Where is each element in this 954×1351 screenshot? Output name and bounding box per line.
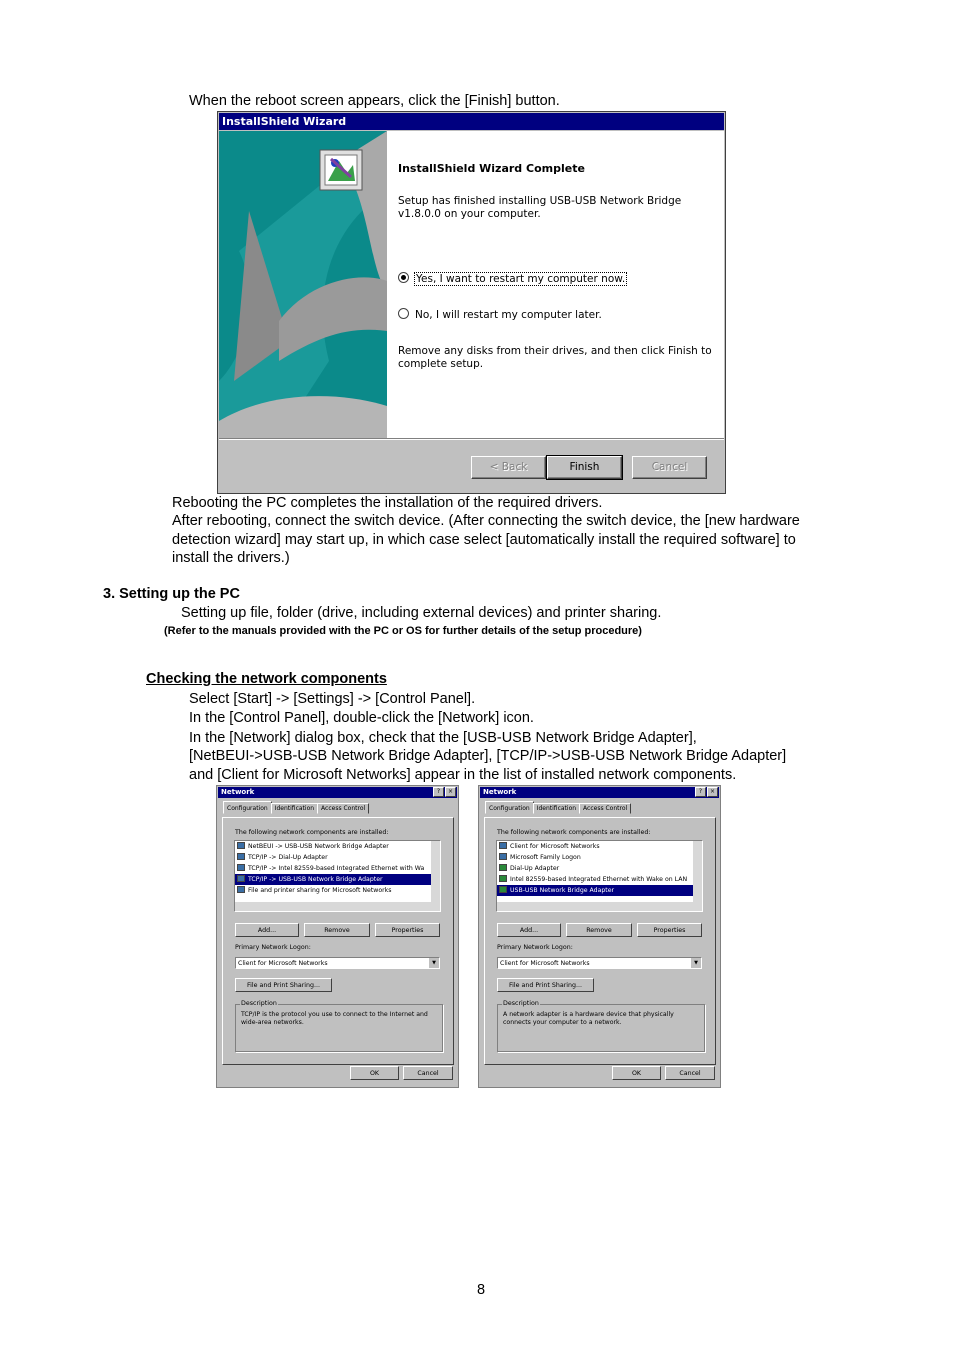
properties-button[interactable]: Properties	[637, 923, 702, 937]
check-step-5: and [Client for Microsoft Networks] appear in the list of installed network components.	[189, 767, 737, 783]
vertical-scrollbar[interactable]	[693, 841, 702, 911]
components-list[interactable]	[496, 840, 703, 912]
list-item[interactable]: Dial-Up Adapter	[497, 863, 702, 874]
logon-label: Primary Network Logon:	[497, 944, 573, 951]
cancel-button[interactable]: Cancel	[632, 456, 707, 479]
network-title: Network	[480, 787, 719, 798]
adapter-icon	[499, 875, 507, 882]
list-item-selected[interactable]: TCP/IP -> USB-USB Network Bridge Adapter	[235, 874, 440, 885]
check-step-1: Select [Start] -> [Settings] -> [Control Panel].	[189, 691, 476, 707]
radio-selected-icon[interactable]	[398, 272, 409, 283]
list-item[interactable]: NetBEUI -> USB-USB Network Bridge Adapter	[235, 841, 440, 852]
reboot-text-3: detection wizard] may start up, in which case select [automatically install the required software] to	[172, 532, 796, 548]
description-text: TCP/IP is the protocol you use to connect to the Internet and wide-area networks.	[241, 1011, 428, 1026]
close-icon[interactable]: ×	[445, 787, 456, 797]
setup-line-2: v1.8.0.0 on your computer.	[398, 208, 541, 220]
section-note: (Refer to the manuals provided with the PC or OS for further details of the setup procedure)	[164, 625, 642, 637]
list-item[interactable]: Client for Microsoft Networks	[497, 841, 702, 852]
tab-access-control[interactable]: Access Control	[579, 803, 631, 814]
installshield-artwork	[219, 131, 387, 438]
client-icon	[499, 842, 507, 849]
restart-now-label: Yes, I want to restart my computer now.	[416, 273, 626, 285]
remove-disks-line-2: complete setup.	[398, 358, 484, 370]
subheading: Checking the network components	[146, 671, 387, 687]
sharing-icon	[237, 886, 245, 893]
components-label: The following network components are installed:	[235, 829, 389, 836]
cancel-button[interactable]: Cancel	[665, 1066, 715, 1080]
chevron-down-icon: ▼	[691, 958, 701, 968]
horizontal-scrollbar[interactable]	[497, 902, 702, 911]
components-list[interactable]	[234, 840, 441, 912]
list-item[interactable]: Microsoft Family Logon	[497, 852, 702, 863]
list-item[interactable]: Intel 82559-based Integrated Ethernet with Wake on LAN	[497, 874, 702, 885]
list-item[interactable]: File and printer sharing for Microsoft Networks	[235, 885, 440, 896]
installshield-dialog	[217, 111, 726, 494]
restart-later-label: No, I will restart my computer later.	[415, 309, 602, 321]
tab-configuration[interactable]: Configuration	[485, 801, 534, 814]
description-group	[497, 1000, 705, 1052]
remove-button[interactable]: Remove	[304, 923, 370, 937]
client-icon	[499, 853, 507, 860]
check-step-3: In the [Network] dialog box, check that the [USB-USB Network Bridge Adapter],	[189, 730, 697, 746]
section-intro: Setting up file, folder (drive, including external devices) and printer sharing.	[181, 605, 662, 621]
tab-identification[interactable]: Identification	[533, 803, 580, 814]
help-icon[interactable]: ?	[695, 787, 706, 797]
adapter-icon	[499, 886, 507, 893]
tab-access-control[interactable]: Access Control	[317, 803, 369, 814]
file-print-sharing-button[interactable]: File and Print Sharing...	[497, 978, 594, 992]
restart-later-option[interactable]	[398, 308, 602, 322]
tab-configuration[interactable]: Configuration	[223, 801, 272, 814]
page-number: 8	[477, 1282, 486, 1298]
network-dialog-right	[478, 785, 721, 1088]
add-button[interactable]: Add...	[235, 923, 299, 937]
ok-button[interactable]: OK	[350, 1066, 399, 1080]
protocol-icon	[237, 853, 245, 860]
setup-line-1: Setup has finished installing USB-USB Network Bridge	[398, 195, 682, 207]
file-print-sharing-button[interactable]: File and Print Sharing...	[235, 978, 332, 992]
tab-identification[interactable]: Identification	[271, 803, 318, 814]
step-finish-text: When the reboot screen appears, click the [Finish] button.	[189, 93, 560, 109]
help-icon[interactable]: ?	[433, 787, 444, 797]
check-step-4: [NetBEUI->USB-USB Network Bridge Adapter], [TCP/IP->USB-USB Network Bridge Adapter]	[189, 748, 787, 764]
installshield-title: InstallShield Wizard	[219, 113, 724, 130]
reboot-text-4: install the drivers.)	[172, 550, 290, 566]
logon-select[interactable]: Client for Microsoft Networks ▼	[235, 957, 440, 969]
description-group	[235, 1000, 443, 1052]
network-title: Network	[218, 787, 457, 798]
check-step-2: In the [Control Panel], double-click the [Network] icon.	[189, 710, 534, 726]
list-item[interactable]: TCP/IP -> Dial-Up Adapter	[235, 852, 440, 863]
wizard-art-icon	[219, 131, 387, 438]
protocol-icon	[237, 842, 245, 849]
adapter-icon	[499, 864, 507, 871]
reboot-text-2: After rebooting, connect the switch device. (After connecting the switch device, the [new hardware	[172, 513, 800, 529]
radio-unselected-icon[interactable]	[398, 308, 409, 319]
protocol-icon	[237, 875, 245, 882]
section-heading: 3. Setting up the PC	[103, 586, 240, 602]
components-label: The following network components are installed:	[497, 829, 651, 836]
back-button[interactable]: < Back	[471, 456, 546, 479]
horizontal-scrollbar[interactable]	[235, 902, 440, 911]
vertical-scrollbar[interactable]	[431, 841, 440, 911]
description-text: A network adapter is a hardware device that physically connects your computer to a network.	[503, 1011, 674, 1026]
list-item[interactable]: TCP/IP -> Intel 82559-based Integrated Ethernet with Wa	[235, 863, 440, 874]
add-button[interactable]: Add...	[497, 923, 561, 937]
restart-now-option[interactable]	[398, 272, 626, 286]
ok-button[interactable]: OK	[612, 1066, 661, 1080]
network-dialog-left	[216, 785, 459, 1088]
logon-select[interactable]: Client for Microsoft Networks ▼	[497, 957, 702, 969]
remove-disks-line-1: Remove any disks from their drives, and then click Finish to	[398, 345, 712, 357]
remove-button[interactable]: Remove	[566, 923, 632, 937]
list-item-selected[interactable]: USB-USB Network Bridge Adapter	[497, 885, 702, 896]
description-label: Description	[241, 1000, 277, 1007]
protocol-icon	[237, 864, 245, 871]
cancel-button[interactable]: Cancel	[403, 1066, 453, 1080]
wizard-heading: InstallShield Wizard Complete	[398, 162, 585, 175]
logon-label: Primary Network Logon:	[235, 944, 311, 951]
close-icon[interactable]: ×	[707, 787, 718, 797]
reboot-text-1: Rebooting the PC completes the installation of the required drivers.	[172, 495, 603, 511]
installshield-content	[387, 131, 724, 438]
button-divider	[219, 438, 724, 440]
chevron-down-icon: ▼	[429, 958, 439, 968]
properties-button[interactable]: Properties	[375, 923, 440, 937]
finish-button[interactable]: Finish	[547, 456, 622, 479]
description-label: Description	[503, 1000, 539, 1007]
